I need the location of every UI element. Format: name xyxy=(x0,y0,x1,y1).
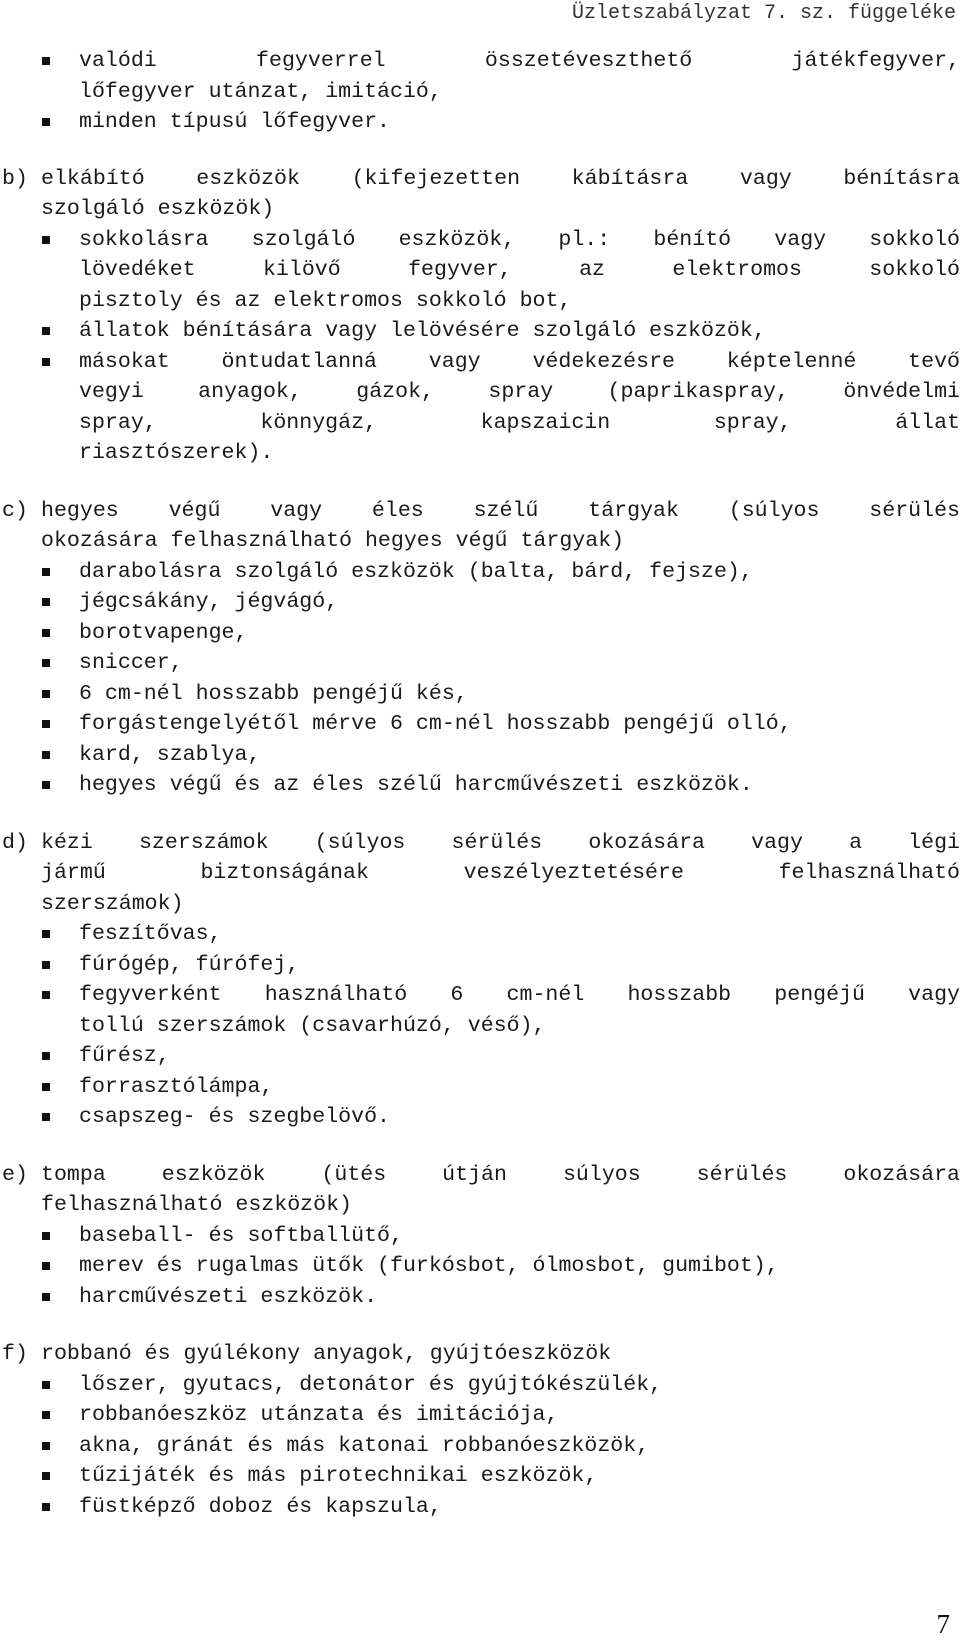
section-heading: robbanó és gyúlékony anyagok, gyújtóeszközök xyxy=(41,1342,612,1366)
intro-list xyxy=(0,46,960,138)
list-item: kard, szablya, xyxy=(0,740,960,771)
list-item: merev és rugalmas ütők (furkósbot, ólmosbot, gumibot), xyxy=(0,1251,960,1282)
list-item: darabolásra szolgáló eszközök (balta, bárd, fejsze), xyxy=(0,557,960,588)
section-heading-continuation: felhasználható eszközök) xyxy=(41,1193,353,1217)
list-item: minden típusú lőfegyver. xyxy=(0,107,960,138)
section-heading: kézi szerszámok (súlyos sérülés okozására vagy a légi xyxy=(41,830,960,855)
list-item-continuation: lőfegyver utánzat, imitáció, xyxy=(79,79,442,104)
section-b xyxy=(0,164,960,225)
list-item: harcművészeti eszközök. xyxy=(0,1282,960,1313)
section-heading-continuation: okozására felhasználható hegyes végű tárgyak) xyxy=(41,529,625,553)
section-c xyxy=(0,496,960,557)
list-item: akna, gránát és más katonai robbanóeszközök, xyxy=(0,1431,960,1462)
list-item: sniccer, xyxy=(0,648,960,679)
list-item: sokkolásra szolgáló eszközök, pl.: bénító vagy sokkoló xyxy=(0,225,960,256)
list-item: csapszeg- és szegbelövő. xyxy=(0,1102,960,1133)
list-item: jégcsákány, jégvágó, xyxy=(0,587,960,618)
section-e xyxy=(0,1160,960,1221)
section-marker: c) xyxy=(2,498,28,523)
list-item: forgástengelyétől mérve 6 cm-nél hosszabb pengéjű olló, xyxy=(0,709,960,740)
page-number: 7 xyxy=(936,1609,950,1639)
list-item-continuation: vegyi anyagok, gázok, spray (paprikaspray, önvédelmi xyxy=(79,380,960,404)
section-f-list xyxy=(0,1370,960,1523)
section-heading-continuation: szolgáló eszközök) xyxy=(41,197,275,221)
list-item: feszítővas, xyxy=(0,919,960,950)
list-item: borotvapenge, xyxy=(0,618,960,649)
list-item: baseball- és softballütő, xyxy=(0,1221,960,1252)
section-marker: d) xyxy=(2,830,28,855)
section-marker: b) xyxy=(2,166,28,191)
section-e-list xyxy=(0,1221,960,1313)
page-header: Üzletszabályzat 7. sz. függeléke xyxy=(571,2,956,25)
list-item: valódi fegyverrel összetéveszthető játékfegyver, xyxy=(0,46,960,77)
section-c-list xyxy=(0,557,960,801)
list-item: 6 cm-nél hosszabb pengéjű kés, xyxy=(0,679,960,710)
section-d xyxy=(0,828,960,920)
list-item: másokat öntudatlanná vagy védekezésre képtelenné tevő xyxy=(0,347,960,378)
list-item: forrasztólámpa, xyxy=(0,1072,960,1103)
section-marker: e) xyxy=(2,1162,28,1187)
list-item-continuation: tollú szerszámok (csavarhúzó, véső), xyxy=(79,1013,546,1038)
list-item: hegyes végű és az éles szélű harcművészeti eszközök. xyxy=(0,770,960,801)
list-item: fúrógép, fúrófej, xyxy=(0,950,960,981)
list-item: robbanóeszköz utánzata és imitációja, xyxy=(0,1400,960,1431)
list-item: fűrész, xyxy=(0,1041,960,1072)
section-d-list xyxy=(0,919,960,1133)
section-f xyxy=(0,1339,960,1370)
section-heading: hegyes végű vagy éles szélű tárgyak (súlyos sérülés xyxy=(41,498,960,523)
section-marker: f) xyxy=(2,1342,28,1366)
list-item-continuation: pisztoly és az elektromos sokkoló bot, xyxy=(79,288,572,313)
list-item: tűzijáték és más pirotechnikai eszközök, xyxy=(0,1461,960,1492)
list-item: állatok bénítására vagy lelövésére szolgáló eszközök, xyxy=(0,316,960,347)
section-heading-continuation: jármű biztonságának veszélyeztetésére felhasználható xyxy=(41,861,960,885)
list-item-continuation: riasztószerek). xyxy=(79,441,274,465)
section-heading: tompa eszközök (ütés útján súlyos sérülés okozására xyxy=(41,1162,960,1187)
section-heading-continuation: szerszámok) xyxy=(41,891,184,916)
list-item-continuation: lövedéket kilövő fegyver, az elektromos sokkoló xyxy=(79,258,960,282)
document-body xyxy=(0,46,960,1522)
section-b-list xyxy=(0,225,960,469)
list-item: füstképző doboz és kapszula, xyxy=(0,1492,960,1523)
section-heading: elkábító eszközök (kifejezetten kábításra vagy bénításra xyxy=(41,166,960,191)
list-item: fegyverként használható 6 cm-nél hosszabb pengéjű vagy xyxy=(0,980,960,1011)
list-item: lőszer, gyutacs, detonátor és gyújtókészülék, xyxy=(0,1370,960,1401)
list-item-continuation: spray, könnygáz, kapszaicin spray, állat xyxy=(79,410,960,435)
